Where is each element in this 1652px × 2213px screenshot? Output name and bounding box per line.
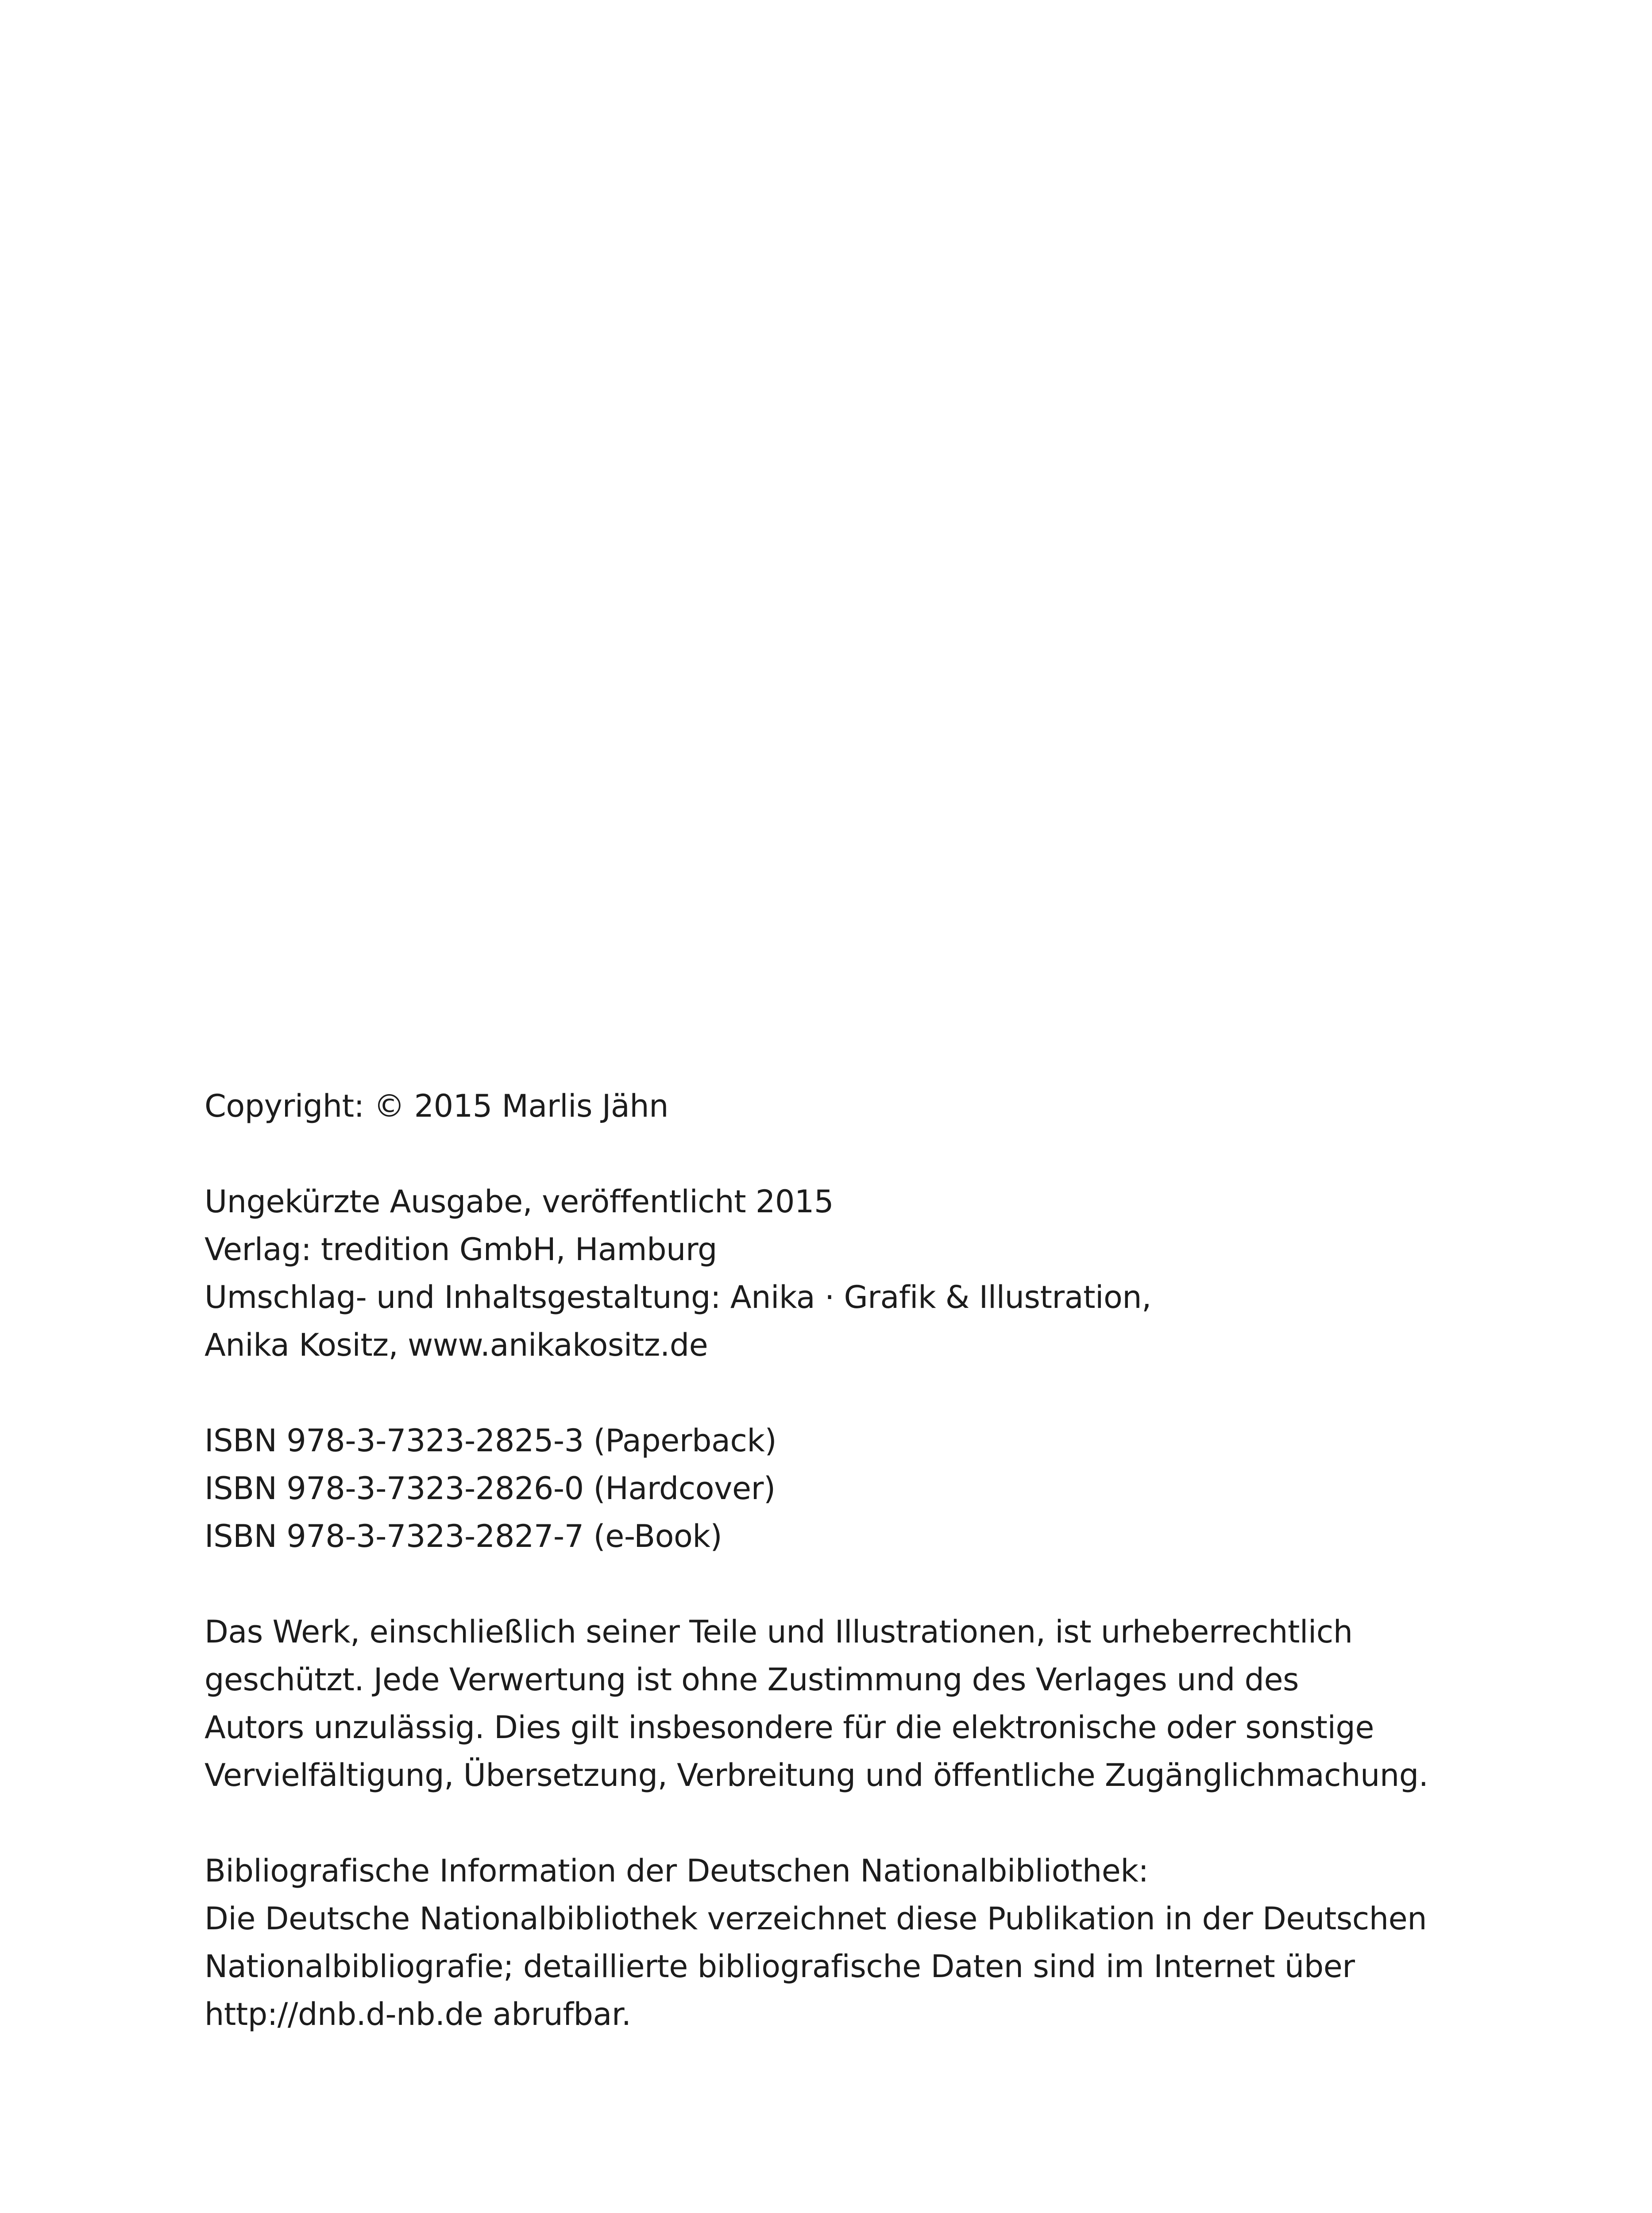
isbn-paperback: ISBN 978-3-7323-2825-3 (Paperback) <box>205 1423 777 1459</box>
designer-website-line: Anika Kositz, www.anikakositz.de <box>205 1327 708 1363</box>
isbn-hardcover: ISBN 978-3-7323-2826-0 (Hardcover) <box>205 1470 776 1507</box>
isbn-block <box>205 1417 1532 1560</box>
rights-notice-line: Vervielfältigung, Übersetzung, Verbreitung und öffentliche Zugänglichmachung. <box>205 1757 1428 1793</box>
publisher-line: Verlag: tredition GmbH, Hamburg <box>205 1231 717 1268</box>
bibliography-line: Nationalbibliografie; detaillierte bibliografische Daten sind im Internet über <box>205 1948 1355 1985</box>
rights-notice-line: Das Werk, einschließlich seiner Teile und Illustrationen, ist urheberrechtlich <box>205 1614 1353 1650</box>
bibliography-line: Die Deutsche Nationalbibliothek verzeichnet diese Publikation in der Deutschen <box>205 1901 1427 1937</box>
rights-notice-line: geschützt. Jede Verwertung ist ohne Zustimmung des Verlages und des <box>205 1662 1299 1698</box>
bibliography-block <box>205 1847 1532 2038</box>
imprint-page <box>205 1082 1532 2038</box>
rights-notice-block <box>205 1608 1532 1799</box>
bibliography-heading: Bibliografische Information der Deutschen Nationalbibliothek: <box>205 1853 1149 1889</box>
edition-block <box>205 1178 1532 1369</box>
bibliography-url-line: http://dnb.d-nb.de abrufbar. <box>205 1996 631 2032</box>
copyright-block <box>205 1082 1532 1130</box>
edition-line: Ungekürzte Ausgabe, veröffentlicht 2015 <box>205 1184 834 1220</box>
isbn-ebook: ISBN 978-3-7323-2827-7 (e-Book) <box>205 1518 722 1554</box>
rights-notice-line: Autors unzulässig. Dies gilt insbesondere für die elektronische oder sonstige <box>205 1709 1374 1746</box>
copyright-line: Copyright: © 2015 Marlis Jähn <box>205 1088 668 1124</box>
design-credit-line: Umschlag- und Inhaltsgestaltung: Anika · Grafik & Illustration, <box>205 1279 1151 1315</box>
